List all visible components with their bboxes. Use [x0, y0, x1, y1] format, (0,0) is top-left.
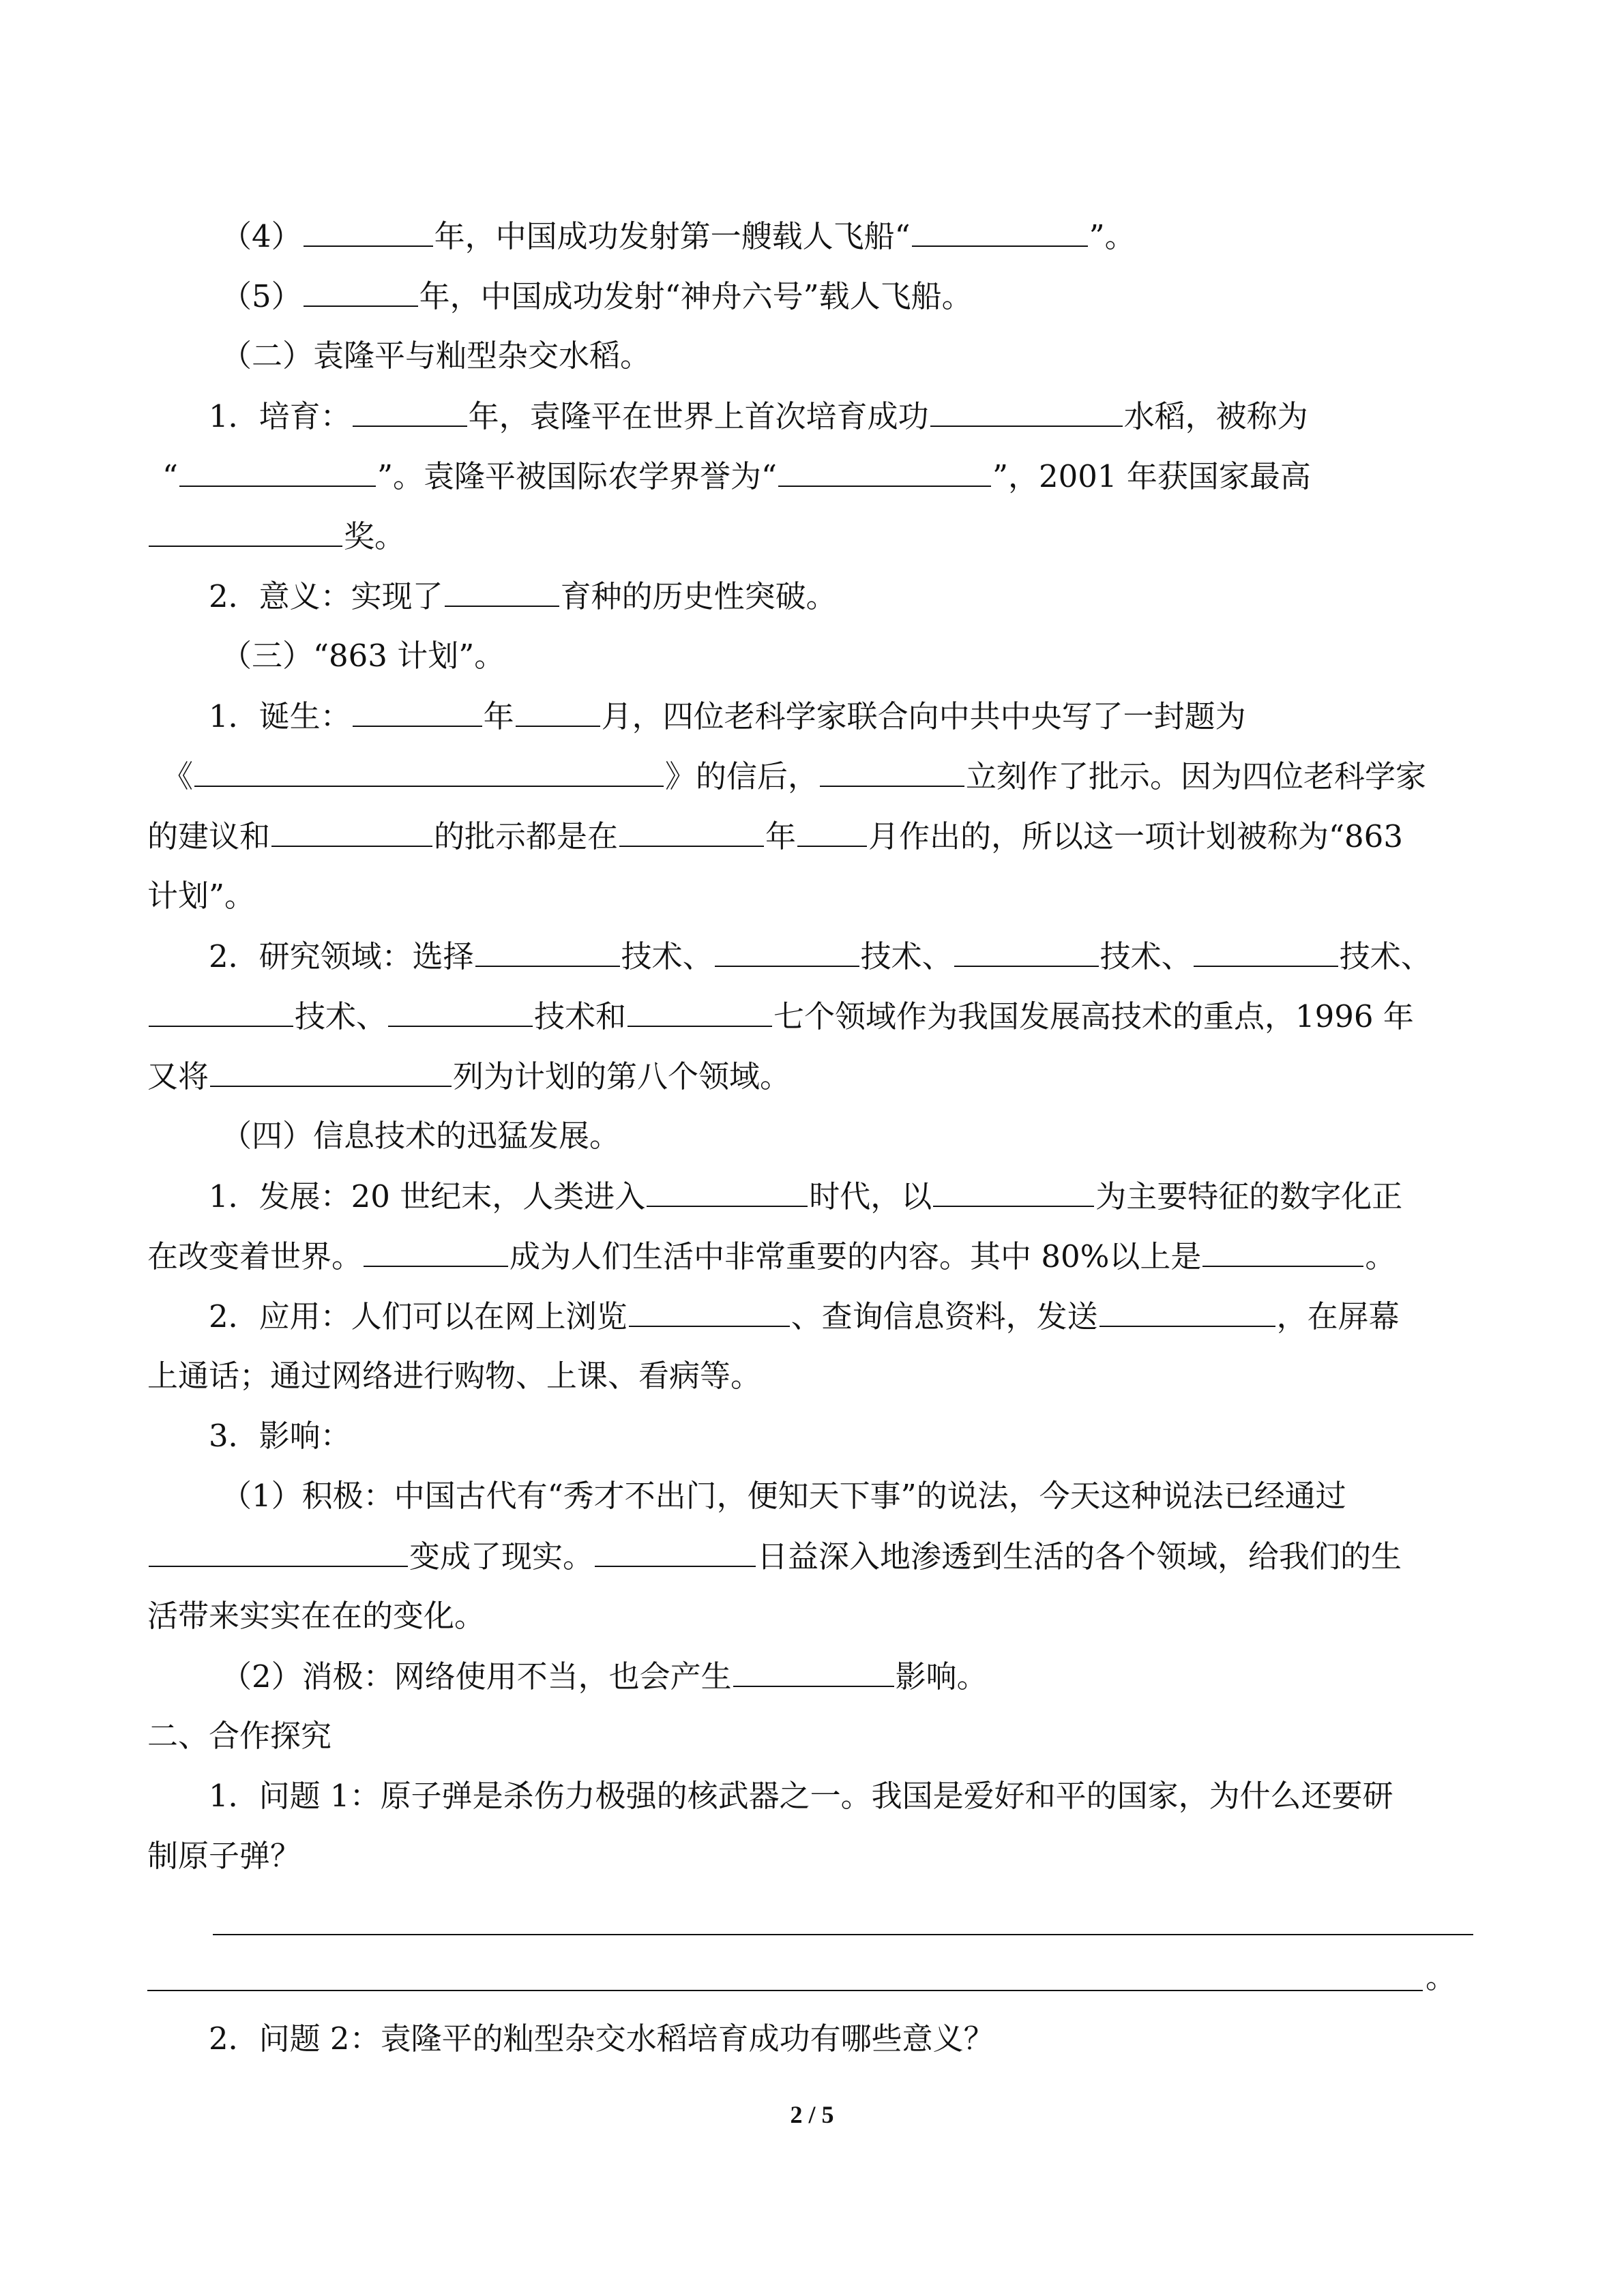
blank-life-content[interactable] — [364, 1236, 508, 1267]
page-number: 2 / 5 — [790, 2101, 834, 2128]
blank-browse[interactable] — [629, 1296, 790, 1327]
line-impact-positive-cont: 变成了现实。 日益深入地渗透到生活的各个领域，给我们的生 — [0, 1536, 1624, 1577]
blank-rice-type[interactable] — [930, 396, 1123, 427]
blank-year-4[interactable] — [304, 215, 433, 247]
line-significance: 2．意义：实现了 育种的历史性突破。 — [0, 576, 1624, 617]
line-research-fields-cont: 技术、 技术和 七个领域作为我国发展高技术的重点，1996 年 — [0, 996, 1624, 1037]
blank-negative-impact[interactable] — [733, 1656, 894, 1687]
blank-approver[interactable] — [820, 756, 964, 787]
line-it-development-cont: 在改变着世界。 成为人们生活中非常重要的内容。其中 80%以上是 。 — [0, 1236, 1624, 1277]
line-birth-letter: 《 》的信后， 立刻作了批示。因为四位老科学家 — [0, 756, 1624, 797]
section-heading-it: （四）信息技术的迅猛发展。 — [221, 1118, 621, 1154]
line-5-shenzhou6: （5） 年，中国成功发射“神舟六号”载人飞船。 — [0, 275, 1624, 317]
question-1: 1．问题 1：原子弹是杀伤力极强的核武器之一。我国是爱好和平的国家，为什么还要研 — [209, 1778, 1393, 1814]
blank-main-feature[interactable] — [933, 1176, 1094, 1207]
blank-spaceship-name[interactable] — [912, 215, 1088, 247]
blank-through[interactable] — [149, 1536, 408, 1567]
blank-field-2[interactable] — [715, 936, 859, 967]
line-eighth-field: 又将 列为计划的第八个领域。 — [0, 1056, 1624, 1097]
line-impact-positive-end: 活带来实实在在的变化。 — [147, 1598, 486, 1634]
blank-field-1[interactable] — [475, 936, 620, 967]
line-birth: 1．诞生： 年 月，四位老科学家联合向中共中央写了一封题为 — [0, 696, 1624, 737]
blank-field-6[interactable] — [388, 996, 533, 1027]
line-impact-positive: （1）积极：中国古代有“秀才不出门，便知天下事”的说法，今天这种说法已经通过 — [221, 1478, 1346, 1514]
blank-80-percent[interactable] — [1202, 1236, 1363, 1267]
blank-year-5[interactable] — [304, 275, 418, 307]
answer-period: 。 — [1426, 1959, 1457, 1995]
blank-breeding-type[interactable] — [445, 576, 559, 607]
line-cultivation: 1．培育： 年，袁隆平在世界上首次培育成功 水稻，被称为 — [0, 396, 1624, 437]
line-it-development: 1．发展：20 世纪末，人类进入 时代，以 为主要特征的数字化正 — [0, 1176, 1624, 1217]
line-cultivation-cont: “ ”。袁隆平被国际农学界誉为“ ”，2001 年获国家最高 — [0, 456, 1624, 497]
section-heading-cooperation: 二、合作探究 — [147, 1718, 332, 1754]
section-heading-863: （三）“863 计划”。 — [221, 638, 505, 674]
blank-send[interactable] — [1099, 1296, 1275, 1327]
blank-award-name[interactable] — [149, 516, 342, 547]
blank-birth-month[interactable] — [516, 696, 600, 727]
blank-birth-year[interactable] — [353, 696, 482, 727]
blank-field-4[interactable] — [1194, 936, 1338, 967]
line-4-manned-spaceship: （4） 年，中国成功发射第一艘载人飞船“ ”。 — [0, 215, 1624, 257]
blank-era[interactable] — [647, 1176, 808, 1207]
line-birth-end: 计划”。 — [147, 878, 256, 914]
blank-field-8[interactable] — [210, 1056, 452, 1087]
blank-cultivation-year[interactable] — [353, 396, 467, 427]
line-impact-negative: （2）消极：网络使用不当，也会产生 影响。 — [0, 1656, 1624, 1697]
line-cultivation-award: 奖。 — [0, 516, 1624, 557]
blank-instructor[interactable] — [271, 816, 432, 847]
answer-line-2[interactable] — [147, 1990, 1423, 1991]
blank-honored-as[interactable] — [778, 456, 991, 487]
blank-letter-title[interactable] — [194, 756, 664, 787]
blank-penetrates[interactable] — [595, 1536, 756, 1567]
answer-line-1[interactable] — [213, 1934, 1473, 1935]
blank-field-5[interactable] — [149, 996, 293, 1027]
line-it-application: 2．应用：人们可以在网上浏览 、查询信息资料，发送 ，在屏幕 — [0, 1296, 1624, 1337]
line-research-fields: 2．研究领域：选择 技术、 技术、 技术、 技术、 — [0, 936, 1624, 977]
blank-plan-month[interactable] — [797, 816, 867, 847]
line-impact-heading: 3．影响： — [209, 1418, 351, 1454]
line-birth-date: 的建议和 的批示都是在 年 月作出的，所以这一项计划被称为“863 — [0, 816, 1624, 857]
blank-plan-year[interactable] — [619, 816, 764, 847]
blank-called-as[interactable] — [179, 456, 376, 487]
blank-field-3[interactable] — [954, 936, 1099, 967]
line-it-application-cont: 上通话；通过网络进行购物、上课、看病等。 — [147, 1358, 762, 1394]
question-2: 2．问题 2：袁隆平的籼型杂交水稻培育成功有哪些意义？ — [209, 2021, 994, 2057]
question-1-cont: 制原子弹？ — [147, 1838, 301, 1874]
section-heading-yuan-longping: （二）袁隆平与籼型杂交水稻。 — [221, 338, 651, 374]
blank-field-7[interactable] — [628, 996, 772, 1027]
